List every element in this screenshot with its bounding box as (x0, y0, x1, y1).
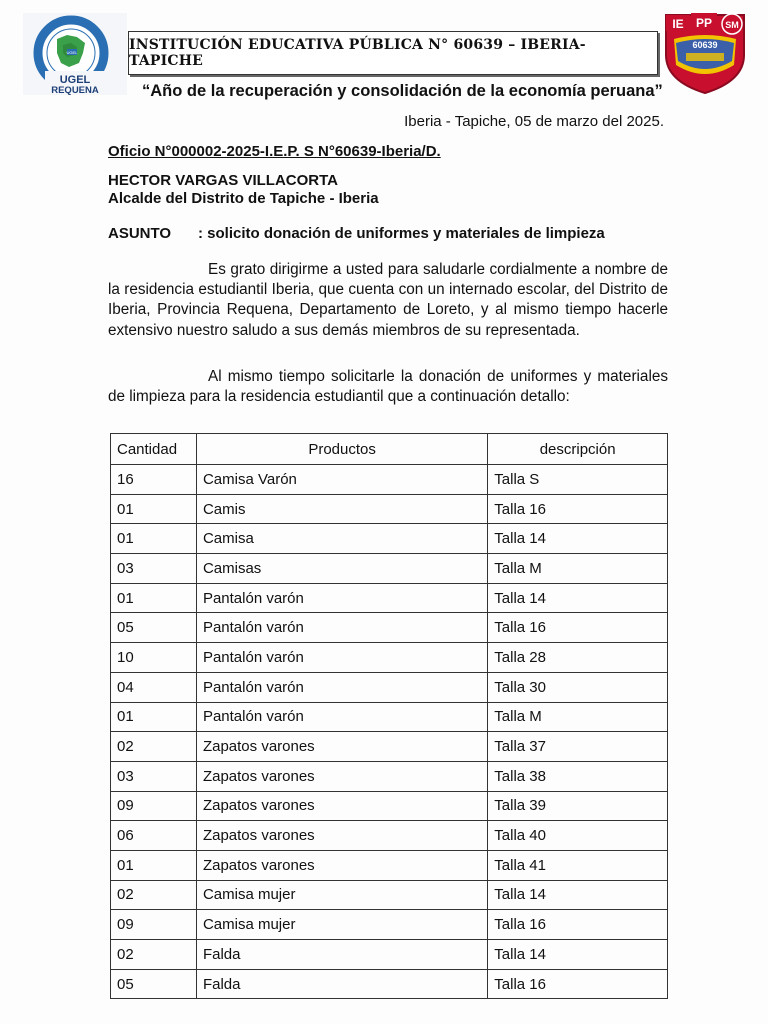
donation-items-table (110, 433, 668, 999)
svg-text:REQUENA: REQUENA (51, 85, 99, 95)
recipient-name: HECTOR VARGAS VILLACORTA (108, 172, 339, 189)
cell-producto: Camisa mujer (196, 880, 487, 910)
table-header-row (111, 434, 668, 465)
cell-producto: Camisa mujer (196, 910, 487, 940)
table-row (111, 732, 668, 762)
cell-producto: Zapatos varones (196, 791, 487, 821)
year-motto: “Año de la recuperación y consolidación de la economía peruana” (142, 82, 663, 100)
oficio-number: Oficio N°000002-2025-I.E.P. S N°60639-Iberia/D. (108, 143, 441, 160)
table-row (111, 821, 668, 851)
svg-text:UGEL: UGEL (59, 74, 91, 86)
table-row (111, 494, 668, 524)
cell-cantidad: 02 (111, 940, 197, 970)
table-body (111, 465, 668, 999)
cell-descripcion: Talla 37 (488, 732, 668, 762)
cell-cantidad: 09 (111, 791, 197, 821)
table-row (111, 969, 668, 999)
cell-cantidad: 02 (111, 732, 197, 762)
header-descripcion: descripción (488, 434, 668, 465)
cell-descripcion: Talla 14 (488, 940, 668, 970)
paragraph-greeting: Es grato dirigirme a usted para saludarle cordialmente a nombre de la residencia estudiantil Iberia, que cuenta con un internado escolar, del Distrito de Iberia, Provincia Requena, Departamento de Loreto, y al mismo tiempo hacerle extensivo nuestro saludo a sus demás miembros de su representada. (108, 261, 668, 339)
table-row (111, 702, 668, 732)
cell-descripcion: Talla 16 (488, 613, 668, 643)
cell-producto: Zapatos varones (196, 761, 487, 791)
cell-producto: Zapatos varones (196, 850, 487, 880)
cell-producto: Pantalón varón (196, 583, 487, 613)
table-row (111, 524, 668, 554)
table-row (111, 761, 668, 791)
table-row (111, 643, 668, 673)
table-row (111, 940, 668, 970)
table-row (111, 791, 668, 821)
ugel-requena-logo (23, 13, 127, 95)
svg-text:SM: SM (725, 20, 739, 30)
header-productos: Productos (196, 434, 487, 465)
cell-cantidad: 01 (111, 702, 197, 732)
cell-producto: Pantalón varón (196, 672, 487, 702)
cell-descripcion: Talla 28 (488, 643, 668, 673)
cell-producto: Falda (196, 940, 487, 970)
cell-producto: Falda (196, 969, 487, 999)
cell-descripcion: Talla S (488, 465, 668, 495)
header-cantidad: Cantidad (111, 434, 197, 465)
cell-producto: Pantalón varón (196, 613, 487, 643)
cell-descripcion: Talla 16 (488, 494, 668, 524)
table-row (111, 583, 668, 613)
cell-descripcion: Talla 14 (488, 524, 668, 554)
asunto-label: ASUNTO (108, 225, 172, 242)
cell-cantidad: 05 (111, 969, 197, 999)
table-row (111, 554, 668, 584)
cell-cantidad: 01 (111, 850, 197, 880)
institution-header (128, 31, 658, 75)
cell-descripcion: Talla 14 (488, 880, 668, 910)
cell-cantidad: 01 (111, 524, 197, 554)
table-row (111, 910, 668, 940)
cell-producto: Camisa (196, 524, 487, 554)
svg-text:60639: 60639 (692, 40, 718, 50)
document-date: Iberia - Tapiche, 05 de marzo del 2025. (404, 113, 664, 130)
cell-descripcion: Talla 16 (488, 910, 668, 940)
cell-cantidad: 03 (111, 554, 197, 584)
cell-cantidad: 05 (111, 613, 197, 643)
cell-producto: Pantalón varón (196, 643, 487, 673)
cell-descripcion: Talla M (488, 554, 668, 584)
cell-cantidad: 09 (111, 910, 197, 940)
cell-producto: Zapatos varones (196, 821, 487, 851)
cell-descripcion: Talla 39 (488, 791, 668, 821)
recipient-title: Alcalde del Distrito de Tapiche - Iberia (108, 190, 379, 207)
table-row (111, 850, 668, 880)
cell-cantidad: 01 (111, 494, 197, 524)
cell-descripcion: Talla 30 (488, 672, 668, 702)
cell-producto: Camisas (196, 554, 487, 584)
cell-descripcion: Talla 40 (488, 821, 668, 851)
svg-text:PP: PP (695, 16, 713, 30)
cell-descripcion: Talla 38 (488, 761, 668, 791)
cell-cantidad: 01 (111, 583, 197, 613)
svg-text:IE: IE (672, 17, 684, 31)
cell-descripcion: Talla 16 (488, 969, 668, 999)
cell-cantidad: 10 (111, 643, 197, 673)
table-row (111, 672, 668, 702)
institution-name: INSTITUCIÓN EDUCATIVA PÚBLICA N° 60639 – IBERIA- TAPICHE (129, 37, 586, 69)
table-row (111, 613, 668, 643)
cell-cantidad: 04 (111, 672, 197, 702)
cell-descripcion: Talla M (488, 702, 668, 732)
cell-cantidad: 16 (111, 465, 197, 495)
svg-text:UGEL: UGEL (66, 50, 78, 55)
cell-producto: Pantalón varón (196, 702, 487, 732)
table-row (111, 465, 668, 495)
table-row (111, 880, 668, 910)
cell-cantidad: 06 (111, 821, 197, 851)
cell-descripcion: Talla 14 (488, 583, 668, 613)
asunto-text: : solicito donación de uniformes y materiales de limpieza (198, 225, 605, 242)
cell-descripcion: Talla 41 (488, 850, 668, 880)
cell-producto: Camisa Varón (196, 465, 487, 495)
paragraph-request: Al mismo tiempo solicitarle la donación de uniformes y materiales de limpieza para la residencia estudiantil que a continuación detallo: (108, 368, 668, 406)
cell-producto: Camis (196, 494, 487, 524)
cell-cantidad: 03 (111, 761, 197, 791)
cell-cantidad: 02 (111, 880, 197, 910)
school-shield-logo (660, 9, 750, 95)
cell-producto: Zapatos varones (196, 732, 487, 762)
